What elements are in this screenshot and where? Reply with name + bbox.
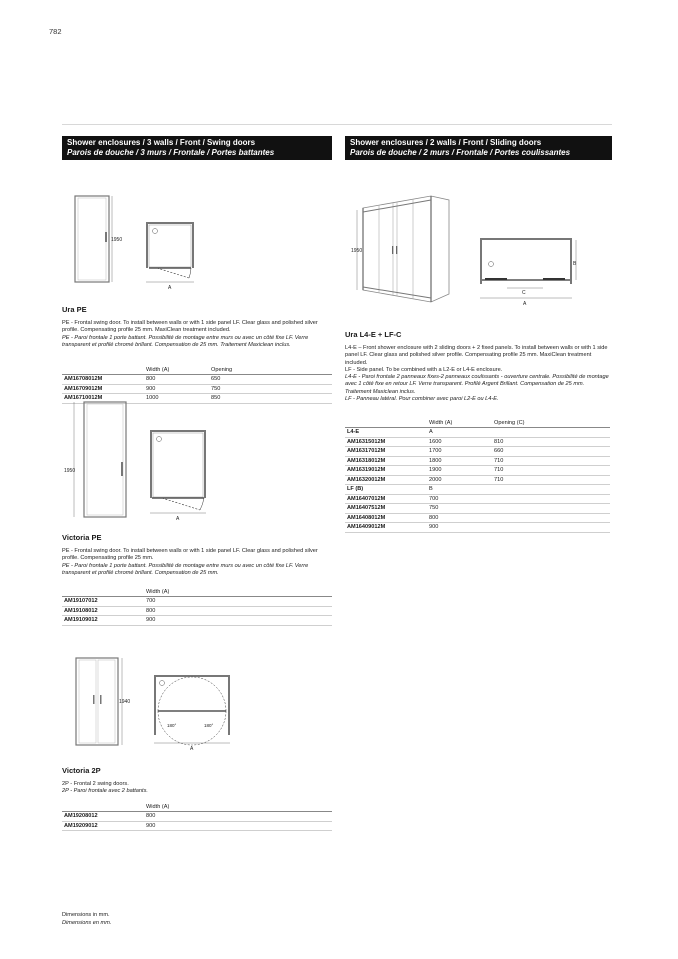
- column-header: Width (A): [144, 802, 332, 812]
- column-header: Width (A): [144, 365, 209, 375]
- column-header: Width (A): [144, 587, 332, 597]
- victoria-pe-table: [62, 587, 332, 626]
- table-row: AM16709012M 900 750: [62, 384, 332, 394]
- table-row: AM16315012M 1600 810: [345, 437, 610, 447]
- column-header: Width (A): [427, 418, 492, 428]
- victoria-pe-drawing: [62, 400, 222, 525]
- ura-l4e-desc-en-1: L4-E – Front shower enclosure with 2 sliding doors + 2 fixed panels. To install between walls or with 1 side panel LF. Clear glass and polished silver profile. Compensating profile 25 mm. MaxiClean treatment included.: [345, 345, 608, 366]
- victoria-2p-desc-en: 2P - Frontal 2 swing doors.: [62, 781, 129, 787]
- victoria-2p-drain-icon: [160, 681, 165, 686]
- table-row: AM16317012M 1700 660: [345, 447, 610, 457]
- left-header-en: Shower enclosures / 3 walls / Front / Swing doors: [67, 138, 256, 147]
- table-row: AM16407012M 700: [345, 494, 610, 504]
- ura-l4e-desc-en-2: LF - Side panel. To be combined with a L2-E or L4-E enclosure.: [345, 366, 503, 373]
- ura-l4e-plan-label-c: C: [522, 290, 526, 296]
- victoria-pe-plan-label: A: [176, 516, 180, 522]
- victoria-2p-drawing: [62, 655, 242, 755]
- table-header-row: [62, 802, 332, 812]
- ura-l4e-height-label: 1950: [351, 248, 363, 254]
- column-header: Opening (C): [492, 418, 610, 428]
- ura-pe-table: [62, 365, 332, 404]
- ura-l4e-enclosure-outline: [363, 196, 449, 302]
- table-row: AM16318012M 1800 710: [345, 456, 610, 466]
- victoria-pe-description: [62, 548, 334, 577]
- victoria-2p-height-label: 1940: [119, 699, 131, 705]
- table-row: AM19107012 700: [62, 597, 332, 607]
- ura-l4e-handle-left: [392, 246, 393, 254]
- ura-pe-desc-fr: PE - Paroi frontale 1 porte battant. Possibilité de montage entre murs ou avec un côté fixe LF. Verre transparent et profilé chromé brillant. Compensation de 25 mm. Traitement Maxiclean inclus.: [62, 334, 309, 348]
- ura-l4e-drawing: [345, 190, 595, 310]
- table-header-row: [345, 418, 610, 428]
- victoria-2p-plan-label: A: [190, 746, 194, 752]
- page-number: 782: [49, 27, 62, 36]
- right-header-en: Shower enclosures / 2 walls / Front / Sliding doors: [350, 138, 542, 147]
- ura-l4e-desc-fr-1: L4-E - Paroi frontale 2 panneaux fixes-2 panneaux coulissants - ouverture centrale. Possibilité de montage avec 1 côté fixe en retour LF. Verre transparent. Profilé Argent Brillant. Compensation de 25 mm. Traitement Maxiclean inclus.: [345, 374, 609, 395]
- victoria-2p-handle-left: [93, 695, 95, 704]
- table-row: AM19208012 800: [62, 812, 332, 822]
- ura-l4e-drain-icon: [489, 262, 494, 267]
- table-row: AM16708012M 800 650: [62, 375, 332, 385]
- ura-pe-plan-label: A: [168, 285, 172, 291]
- table-row: AM16710012M 1000 850: [62, 394, 332, 404]
- victoria-pe-height-label: 1950: [64, 468, 76, 474]
- ura-l4e-desc-fr-2: LF - Panneau latéral. Pour combiner avec paroi L2-E ou L4-E.: [345, 396, 499, 403]
- ura-pe-description: [62, 320, 334, 349]
- footer-fr: Dimensions en mm.: [62, 919, 112, 926]
- victoria-2p-handle-right: [100, 695, 102, 704]
- victoria-2p-desc-fr: 2P - Paroi frontale avec 2 battants.: [62, 788, 148, 795]
- ura-pe-door-frame: [75, 196, 109, 282]
- right-header-fr: Parois de douche / 2 murs / Frontale / Portes coulissantes: [350, 148, 571, 157]
- table-row: AM16319012M 1900 710: [345, 466, 610, 476]
- ura-l4e-table: [345, 418, 610, 533]
- victoria-2p-table: [62, 802, 332, 831]
- victoria-2p-description: [62, 781, 334, 796]
- left-section-header: [62, 136, 332, 160]
- table-row: AM16408012M 800: [345, 513, 610, 523]
- victoria-2p-angle-left: 180°: [167, 723, 177, 728]
- victoria-pe-handle: [121, 462, 123, 476]
- table-row: AM16409012M 900: [345, 523, 610, 533]
- table-row: AM19209012 900: [62, 821, 332, 831]
- top-divider: [62, 124, 612, 125]
- ura-pe-height-label: 1950: [111, 237, 123, 243]
- ura-pe-desc-en: PE - Frontal swing door. To install between walls or with 1 side panel LF. Clear glass and polished silver profile. Compensating profile 25 mm. MaxiClean treatment included.: [62, 320, 318, 334]
- right-section-header: [345, 136, 612, 160]
- table-header-row: [62, 587, 332, 597]
- ura-l4e-plan-label-a: A: [523, 301, 527, 307]
- ura-l4e-handle-right: [396, 246, 397, 254]
- victoria-pe-title: Victoria PE: [62, 533, 102, 542]
- victoria-pe-desc-fr: PE - Paroi frontale 1 porte battant. Possibilité de montage entre murs ou avec un côté fixe LF. Verre transparent et profilé chromé brillant. Compensation de 25 mm.: [62, 562, 309, 576]
- victoria-pe-desc-en: PE - Frontal swing door. To install between walls or with 1 side panel LF. Clear glass and polished silver profile. Compensating profile 25 mm.: [62, 548, 318, 562]
- footer-en: Dimensions in mm.: [62, 912, 110, 918]
- victoria-2p-angle-right: 180°: [204, 723, 214, 728]
- table-group-row: LF (B) B: [345, 485, 610, 495]
- table-group-row: L4-E A: [345, 428, 610, 438]
- victoria-pe-door-frame: [84, 402, 126, 517]
- ura-l4e-title: Ura L4-E + LF-C: [345, 330, 402, 339]
- table-header-row: [62, 365, 332, 375]
- table-row: AM19109012 900: [62, 616, 332, 626]
- column-header: Opening: [209, 365, 332, 375]
- table-row: AM19108012 800: [62, 606, 332, 616]
- ura-pe-drawing: [62, 186, 202, 291]
- ura-l4e-description: [345, 345, 610, 403]
- left-header-fr: Parois de douche / 3 murs / Frontale / Portes battantes: [67, 148, 275, 157]
- ura-pe-title: Ura PE: [62, 305, 87, 314]
- footer-note: [62, 912, 111, 927]
- victoria-2p-door-frame: [76, 658, 118, 745]
- table-row: AM16320012M 2000 710: [345, 475, 610, 485]
- ura-pe-handle: [105, 232, 107, 242]
- ura-l4e-plan-label-b: B: [573, 261, 577, 267]
- victoria-pe-glass: [87, 404, 123, 515]
- ura-pe-glass: [78, 198, 106, 280]
- table-row: AM16407512M 750: [345, 504, 610, 514]
- victoria-2p-title: Victoria 2P: [62, 766, 101, 775]
